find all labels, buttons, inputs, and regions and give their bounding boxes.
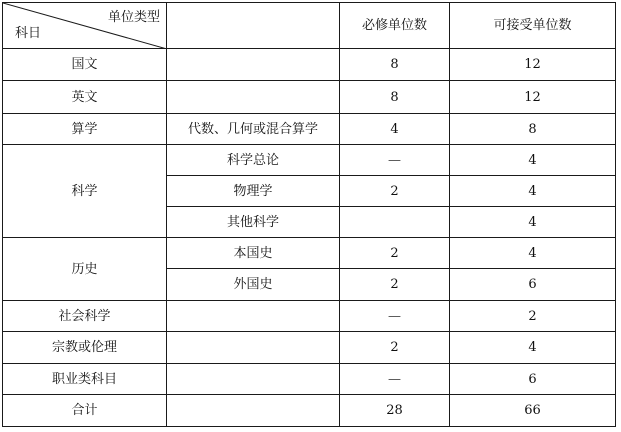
required-cell xyxy=(340,207,450,238)
subject-cell: 历史 xyxy=(3,238,167,301)
units-table-container xyxy=(2,2,616,427)
required-cell: — xyxy=(340,301,450,332)
acceptable-cell: 4 xyxy=(450,207,616,238)
required-cell: — xyxy=(340,364,450,395)
subject-cell: 社会科学 xyxy=(3,301,167,332)
subcategory-cell: 外国史 xyxy=(167,269,340,301)
table-row xyxy=(3,145,616,176)
subcategory-cell xyxy=(167,364,340,395)
table-row xyxy=(3,81,616,114)
unit-type-header: 单位类型 xyxy=(107,10,160,25)
table-row xyxy=(3,49,616,81)
table-row xyxy=(3,332,616,364)
acceptable-cell: 4 xyxy=(450,145,616,176)
subcategory-cell xyxy=(167,49,340,81)
total-required-cell: 28 xyxy=(340,395,450,427)
acceptable-cell: 4 xyxy=(450,238,616,269)
acceptable-cell: 12 xyxy=(450,49,616,81)
required-cell: 8 xyxy=(340,81,450,114)
subcategory-cell: 物理学 xyxy=(167,176,340,207)
required-cell: — xyxy=(340,145,450,176)
subcategory-header-cell xyxy=(167,3,340,49)
acceptable-cell: 6 xyxy=(450,269,616,301)
subcategory-cell xyxy=(167,81,340,114)
acceptable-cell: 8 xyxy=(450,114,616,145)
total-acceptable-cell: 66 xyxy=(450,395,616,427)
subcategory-cell: 科学总论 xyxy=(167,145,340,176)
required-cell: 4 xyxy=(340,114,450,145)
required-cell: 2 xyxy=(340,176,450,207)
acceptable-cell: 2 xyxy=(450,301,616,332)
total-row xyxy=(3,395,616,427)
subject-cell: 算学 xyxy=(3,114,167,145)
total-label-cell: 合计 xyxy=(3,395,167,427)
diagonal-header-cell xyxy=(3,3,167,49)
table-row xyxy=(3,238,616,269)
subcategory-cell xyxy=(167,395,340,427)
subject-header: 科日 xyxy=(15,26,42,41)
required-cell: 2 xyxy=(340,269,450,301)
required-cell: 8 xyxy=(340,49,450,81)
acceptable-cell: 12 xyxy=(450,81,616,114)
subcategory-cell xyxy=(167,332,340,364)
required-cell: 2 xyxy=(340,238,450,269)
subcategory-cell xyxy=(167,301,340,332)
table-row xyxy=(3,114,616,145)
acceptable-cell: 4 xyxy=(450,176,616,207)
subcategory-cell: 其他科学 xyxy=(167,207,340,238)
subcategory-cell: 代数、几何或混合算学 xyxy=(167,114,340,145)
subject-cell: 科学 xyxy=(3,145,167,238)
header-row xyxy=(3,3,616,49)
subject-cell: 国文 xyxy=(3,49,167,81)
acceptable-cell: 4 xyxy=(450,332,616,364)
acceptable-cell: 6 xyxy=(450,364,616,395)
subject-cell: 英文 xyxy=(3,81,167,114)
table-row xyxy=(3,364,616,395)
required-cell: 2 xyxy=(340,332,450,364)
table-row xyxy=(3,301,616,332)
acceptable-units-header: 可接受单位数 xyxy=(450,3,616,49)
subject-cell: 职业类科目 xyxy=(3,364,167,395)
subcategory-cell: 本国史 xyxy=(167,238,340,269)
units-table xyxy=(2,2,616,427)
subject-cell: 宗教或伦理 xyxy=(3,332,167,364)
required-units-header: 必修单位数 xyxy=(340,3,450,49)
